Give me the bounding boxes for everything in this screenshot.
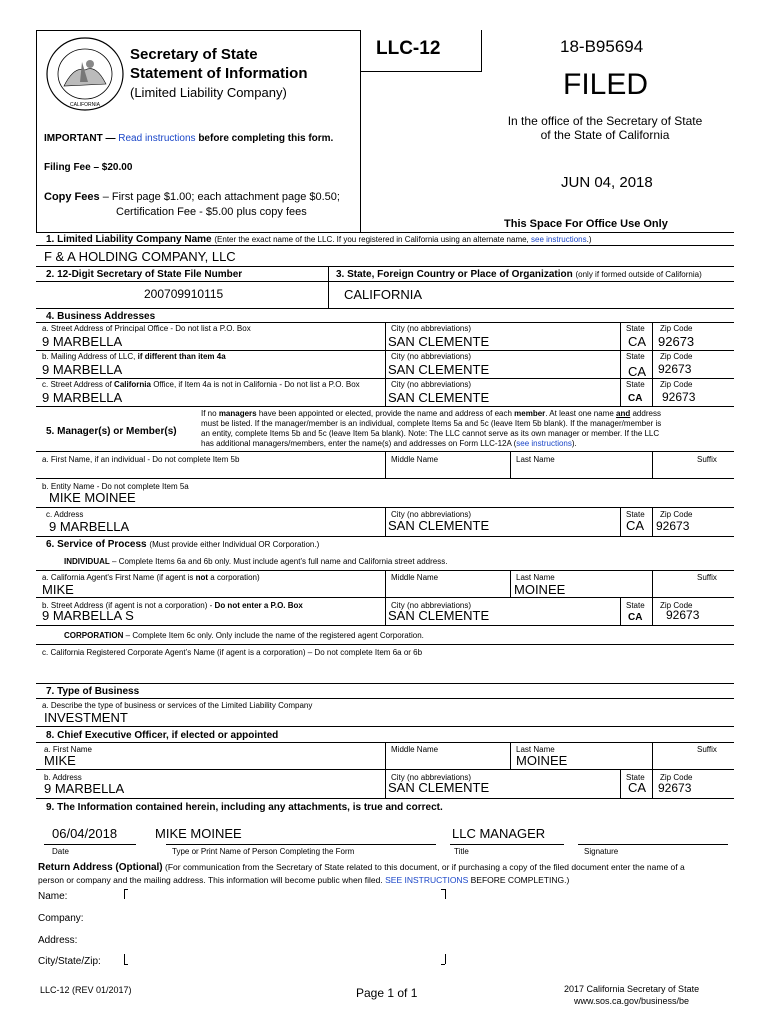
last-name-label: Last Name [516, 455, 555, 464]
state-label: State [626, 601, 645, 610]
form-revision: LLC-12 (REV 01/2017) [40, 985, 132, 995]
return-address-box[interactable] [124, 888, 448, 968]
signature-label: Signature [584, 847, 619, 856]
address-4c-label: c. Street Address of California Office, if Item 4a is not in California - Do not list a P.O. Box [42, 380, 360, 389]
page-number: Page 1 of 1 [356, 986, 418, 1000]
read-instructions-link[interactable]: Read instructions [118, 133, 196, 144]
address-4b-label: b. Mailing Address of LLC, if different than item 4a [42, 352, 226, 361]
copyright: 2017 California Secretary of State www.sos.ca.gov/business/be [564, 984, 700, 1006]
manager-street-field[interactable]: 9 MARBELLA [49, 519, 130, 534]
manager-first-name-label: a. First Name, if an individual - Do not complete Item 5b [42, 455, 240, 464]
agent-first-name-label: a. California Agent's First Name (if agent is not a corporation) [42, 573, 260, 582]
item6-title: 6. Service of Process (Must provide either Individual OR Corporation.) [46, 539, 320, 550]
zip-label: Zip Code [660, 380, 693, 389]
return-csz-label: City/State/Zip: [38, 956, 101, 967]
item7-title: 7. Type of Business [46, 686, 140, 697]
business-type-label: a. Describe the type of business or services of the Limited Liability Company [42, 701, 313, 710]
form-subtitle: (Limited Liability Company) [130, 85, 287, 100]
state-label: State [626, 352, 645, 361]
agent-street-field[interactable]: 9 MARBELLA S [42, 608, 134, 623]
return-address-note: Return Address (Optional) (For communication from the Secretary of State related to this document, or if purchasing a copy of the filed document enter the name of a person or company and the mailing address. This information will become public when filed. SEE INSTRUCTIONS BEFORE COMPLETING.) [38, 862, 685, 885]
state-seal [44, 36, 126, 112]
address-4a-label: a. Street Address of Principal Office - Do not list a P.O. Box [42, 324, 251, 333]
office-note: In the office of the Secretary of State of the State of California [507, 114, 703, 142]
manager-zip-field[interactable]: 92673 [656, 519, 690, 533]
see-instructions-link[interactable]: SEE INSTRUCTIONS [385, 875, 469, 885]
city-label: City (no abbreviations) [391, 352, 472, 361]
zip-label: Zip Code [660, 773, 693, 782]
city-label: City (no abbreviations) [391, 380, 472, 389]
street-4b-field[interactable]: 9 MARBELLA [42, 362, 123, 377]
ceo-zip-field[interactable]: 92673 [658, 781, 692, 795]
item8-title: 8. Chief Executive Officer, if elected or appointed [46, 730, 279, 741]
middle-name-label: Middle Name [391, 573, 439, 582]
seal-icon [44, 36, 126, 112]
form-id: LLC-12 [376, 38, 441, 59]
zip-4a-field[interactable]: 92673 [658, 334, 695, 349]
item5-instructions-link[interactable]: see instructions [516, 439, 572, 448]
manager-address-label: c. Address [46, 510, 84, 519]
return-address-label: Address: [38, 935, 78, 946]
zip-label: Zip Code [660, 352, 693, 361]
zip-label: Zip Code [660, 324, 693, 333]
important-note: IMPORTANT — Read instructions before completing this form. [44, 133, 334, 144]
corporate-agent-field[interactable] [40, 658, 730, 682]
state-label: State [626, 773, 645, 782]
svg-text:CALIFORNIA: CALIFORNIA [69, 102, 101, 108]
suffix-label: Suffix [697, 745, 717, 754]
office-use-label: This Space For Office Use Only [504, 218, 668, 230]
certification-fee: Certification Fee - $5.00 plus copy fees [116, 206, 307, 218]
state-label: State [626, 324, 645, 333]
agent-last-name-field[interactable]: MOINEE [514, 582, 566, 597]
street-4c-field[interactable]: 9 MARBELLA [42, 390, 123, 405]
copy-fees: Copy Fees – First page $1.00; each attachment page $0.50; [44, 191, 340, 203]
manager-city-field[interactable]: SAN CLEMENTE [388, 518, 490, 533]
city-label: City (no abbreviations) [391, 601, 472, 610]
title-label: Title [454, 847, 469, 856]
llc-name-field[interactable]: F & A HOLDING COMPANY, LLC [44, 249, 236, 264]
city-label: City (no abbreviations) [391, 510, 472, 519]
manager-state-field[interactable]: CA [626, 518, 645, 533]
entity-name-field[interactable]: MIKE MOINEE [49, 490, 136, 505]
item1-instructions-link[interactable]: see instructions [531, 235, 587, 244]
zip-label: Zip Code [660, 601, 693, 610]
ceo-address-label: b. Address [44, 773, 82, 782]
zip-4b-field[interactable]: 92673 [658, 362, 692, 376]
corporate-agent-label: c. California Registered Corporate Agent’s Name (if agent is a corporation) – Do not complete Item 6a or 6b [42, 648, 423, 657]
ceo-city-field[interactable]: SAN CLEMENTE [388, 780, 490, 795]
ceo-first-name-label: a. First Name [44, 745, 93, 754]
city-4a-field[interactable]: SAN CLEMENTE [388, 334, 490, 349]
filed-date: JUN 04, 2018 [561, 174, 653, 191]
item5-title: 5. Manager(s) or Member(s) [46, 426, 177, 437]
item3-title: 3. State, Foreign Country or Place of Organization (only if formed outside of California) [336, 269, 702, 280]
agent-first-name-field[interactable]: MIKE [42, 582, 74, 597]
zip-4c-field[interactable]: 92673 [662, 390, 696, 404]
suffix-label: Suffix [697, 455, 717, 464]
state-4b-field[interactable]: CA [628, 364, 647, 379]
street-4a-field[interactable]: 9 MARBELLA [42, 334, 123, 349]
place-of-organization-field[interactable]: CALIFORNIA [344, 287, 423, 302]
city-label: City (no abbreviations) [391, 324, 472, 333]
item4-title: 4. Business Addresses [46, 311, 156, 322]
item5-instructions: If no managers have been appointed or elected, provide the name and address of each member. At least one name and address must be listed. If the manager/member is an individual, complete Items 5a and 5c (leave Item 5b blank). If the manager/member is an entity, complete Items 5b and 5c (leave Item 5a blank). Note: The LLC cannot serve as its own manager or member. If the LLC has additional managers/members, enter the name(s) and addresses on Form LLC-12A (see instructions). [201, 409, 662, 448]
agent-street-label: b. Street Address (if agent is not a corporation) - Do not enter a P.O. Box [42, 601, 303, 610]
return-company-label: Company: [38, 913, 84, 924]
state-4c-field[interactable]: CA [628, 393, 643, 404]
printed-name-label: Type or Print Name of Person Completing the Form [172, 847, 355, 856]
agent-zip-field[interactable]: 92673 [666, 608, 700, 622]
ceo-street-field[interactable]: 9 MARBELLA [44, 781, 125, 796]
middle-name-label: Middle Name [391, 745, 439, 754]
file-number-field[interactable]: 200709910115 [144, 287, 224, 301]
last-name-label: Last Name [516, 745, 555, 754]
item9-title: 9. The Information contained herein, including any attachments, is true and correct. [46, 802, 443, 813]
date-label: Date [52, 847, 69, 856]
item1-title: 1. Limited Liability Company Name (Enter the exact name of the LLC. If you registered in California using an alternate name, see instructions.) [46, 234, 592, 245]
agency-title: Secretary of State [130, 46, 258, 63]
city-4c-field[interactable]: SAN CLEMENTE [388, 390, 490, 405]
middle-name-label: Middle Name [391, 455, 439, 464]
filing-fee: Filing Fee – $20.00 [44, 162, 133, 173]
corporation-note: CORPORATION – Complete Item 6c only. Only include the name of the registered agent Corporation. [64, 631, 424, 640]
filed-stamp: FILED [563, 68, 649, 101]
ceo-state-field[interactable]: CA [628, 780, 647, 795]
ceo-last-name-field[interactable]: MOINEE [516, 753, 568, 768]
form-title: Statement of Information [130, 65, 308, 82]
ceo-first-name-field[interactable]: MIKE [44, 753, 76, 768]
individual-note: INDIVIDUAL – Complete Items 6a and 6b only. Must include agent’s full name and California street address. [64, 557, 448, 566]
signed-date-field[interactable]: 06/04/2018 [52, 826, 118, 841]
last-name-label: Last Name [516, 573, 555, 582]
document-number: 18-B95694 [560, 37, 644, 56]
zip-label: Zip Code [660, 510, 693, 519]
agent-state-field[interactable]: CA [628, 612, 643, 623]
entity-name-label: b. Entity Name - Do not complete Item 5a [42, 482, 189, 491]
city-4b-field[interactable]: SAN CLEMENTE [388, 362, 490, 377]
agent-city-field[interactable]: SAN CLEMENTE [388, 608, 490, 623]
state-label: State [626, 510, 645, 519]
signer-name-field[interactable]: MIKE MOINEE [155, 826, 242, 841]
signer-title-field[interactable]: LLC MANAGER [452, 826, 546, 841]
item2-title: 2. 12-Digit Secretary of State File Number [46, 269, 243, 280]
city-label: City (no abbreviations) [391, 773, 472, 782]
business-type-field[interactable]: INVESTMENT [44, 710, 128, 725]
return-name-label: Name: [38, 891, 68, 902]
suffix-label: Suffix [697, 573, 717, 582]
state-label: State [626, 380, 645, 389]
state-4a-field[interactable]: CA [628, 334, 647, 349]
